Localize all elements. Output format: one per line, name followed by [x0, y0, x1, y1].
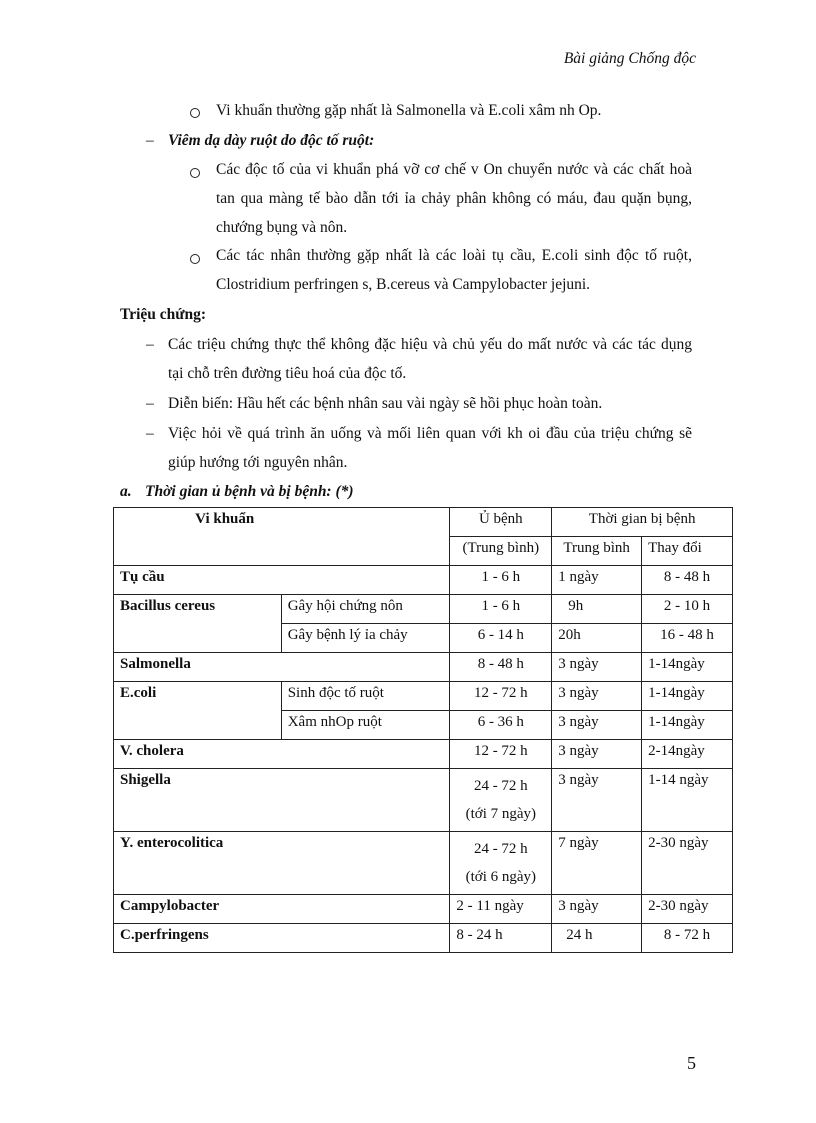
bacteria-name: Bacillus cereus	[114, 595, 282, 653]
incubation-cell: 8 - 48 h	[450, 653, 552, 682]
incubation-cell: 2 - 11 ngày	[450, 895, 552, 924]
variation-cell: 1-14ngày	[642, 653, 733, 682]
variation-cell: 8 - 48 h	[642, 566, 733, 595]
header-incubation: Ủ bệnh	[450, 508, 552, 537]
incubation-cell: 6 - 36 h	[450, 711, 552, 740]
body-text: Các độc tố của vi khuẩn phá vỡ cơ chế v On chuyển nước và các chất hoà	[216, 161, 692, 178]
incubation-note: (tới 6 ngày)	[465, 869, 537, 885]
bacteria-name: E.coli	[114, 682, 282, 740]
incubation-cell	[450, 832, 552, 895]
table-row	[114, 895, 733, 924]
table-row	[114, 682, 733, 711]
average-cell: 3 ngày	[552, 740, 642, 769]
subtype-cell: Sinh độc tố ruột	[281, 682, 450, 711]
table-row	[114, 924, 733, 953]
variation-cell: 1-14ngày	[642, 682, 733, 711]
incubation-cell: 6 - 14 h	[450, 624, 552, 653]
bacteria-name: Shigella	[114, 769, 450, 832]
body-text: Clostridium perfringen s, B.cereus và Campylobacter jejuni.	[216, 276, 591, 293]
subtype-cell: Gây hội chứng nôn	[281, 595, 450, 624]
body-text: giúp hướng tới nguyên nhân.	[168, 454, 348, 471]
subsection-label: a.	[120, 483, 132, 500]
average-cell: 3 ngày	[552, 653, 642, 682]
dash-icon: –	[146, 425, 154, 442]
bacteria-name: C.perfringens	[114, 924, 450, 953]
variation-cell: 16 - 48 h	[642, 624, 733, 653]
incubation-cell: 1 - 6 h	[450, 566, 552, 595]
subtype-cell: Gây bệnh lý ỉa chảy	[281, 624, 450, 653]
bacteria-name: Salmonella	[114, 653, 450, 682]
average-cell: 3 ngày	[552, 711, 642, 740]
body-text: tại chỗ trên đường tiêu hoá của độc tố.	[168, 365, 407, 382]
bacteria-name: Campylobacter	[114, 895, 450, 924]
body-text: Các tác nhân thường gặp nhất là các loài tụ cầu, E.coli sinh độc tố ruột,	[216, 247, 692, 264]
bullet-circle-icon	[190, 164, 200, 182]
average-cell: 7 ngày	[552, 832, 642, 895]
section-heading: Triệu chứng:	[120, 306, 207, 323]
incubation-cell: 12 - 72 h	[450, 740, 552, 769]
table-row	[114, 595, 733, 624]
subheading: Viêm dạ dày ruột do độc tố ruột:	[168, 132, 375, 149]
subtype-cell: Xâm nhOp ruột	[281, 711, 450, 740]
average-cell: 3 ngày	[552, 682, 642, 711]
table-row	[114, 832, 733, 895]
bacteria-name: V. cholera	[114, 740, 450, 769]
incubation-value: 24 - 72 h	[473, 841, 528, 857]
body-text: tan qua màng tế bào dẫn tới ỉa chảy phân không có máu, đau quặn bụng,	[216, 190, 692, 207]
table-row	[114, 566, 733, 595]
variation-cell: 2-30 ngày	[642, 832, 733, 895]
average-cell: 3 ngày	[552, 769, 642, 832]
bullet-circle-icon	[190, 250, 200, 268]
variation-cell: 2-30 ngày	[642, 895, 733, 924]
header-duration: Thời gian bị bệnh	[552, 508, 733, 537]
dash-icon: –	[146, 395, 154, 412]
body-text: Diễn biến: Hầu hết các bệnh nhân sau vài ngày sẽ hồi phục hoàn toàn.	[168, 395, 603, 412]
body-text: Các triệu chứng thực thể không đặc hiệu và chủ yếu do mất nước và các tác dụng	[168, 336, 692, 353]
dash-icon: –	[146, 132, 154, 149]
bacteria-name: Tụ cầu	[114, 566, 450, 595]
header-variation: Thay đổi	[642, 537, 733, 566]
incubation-value: 24 - 72 h	[473, 778, 528, 794]
table-row	[114, 653, 733, 682]
page-number: 5	[687, 1053, 696, 1073]
incubation-cell: 8 - 24 h	[450, 924, 552, 953]
variation-cell: 2 - 10 h	[642, 595, 733, 624]
incubation-cell: 1 - 6 h	[450, 595, 552, 624]
variation-cell: 2-14ngày	[642, 740, 733, 769]
body-text: Việc hỏi về quá trình ăn uống và mối liên quan với kh oi đầu của triệu chứng sẽ	[168, 425, 692, 442]
incubation-table	[113, 507, 733, 953]
incubation-note: (tới 7 ngày)	[465, 806, 537, 822]
average-cell: 3 ngày	[552, 895, 642, 924]
table-row	[114, 740, 733, 769]
table-row	[114, 769, 733, 832]
header-incubation-sub: (Trung bình)	[450, 537, 552, 566]
subsection-title: Thời gian ủ bệnh và bị bệnh: (*)	[145, 483, 354, 500]
body-text: chướng bụng và nôn.	[216, 219, 348, 236]
average-cell: 1 ngày	[552, 566, 642, 595]
variation-cell: 1-14ngày	[642, 711, 733, 740]
dash-icon: –	[146, 336, 154, 353]
variation-cell: 8 - 72 h	[642, 924, 733, 953]
page-header-title: Bài giảng Chống độc	[563, 50, 696, 67]
incubation-cell	[450, 769, 552, 832]
average-cell: 24 h	[552, 924, 642, 953]
header-average: Trung bình	[552, 537, 642, 566]
bacteria-name: Y. enterocolitica	[114, 832, 450, 895]
average-cell: 20h	[552, 624, 642, 653]
body-text: Vi khuẩn thường gặp nhất là Salmonella và E.coli xâm nh Op.	[216, 102, 602, 119]
header-bacteria: Vi khuẩn	[114, 508, 450, 566]
incubation-cell: 12 - 72 h	[450, 682, 552, 711]
bullet-circle-icon	[190, 104, 200, 122]
average-cell: 9h	[552, 595, 642, 624]
variation-cell: 1-14 ngày	[642, 769, 733, 832]
